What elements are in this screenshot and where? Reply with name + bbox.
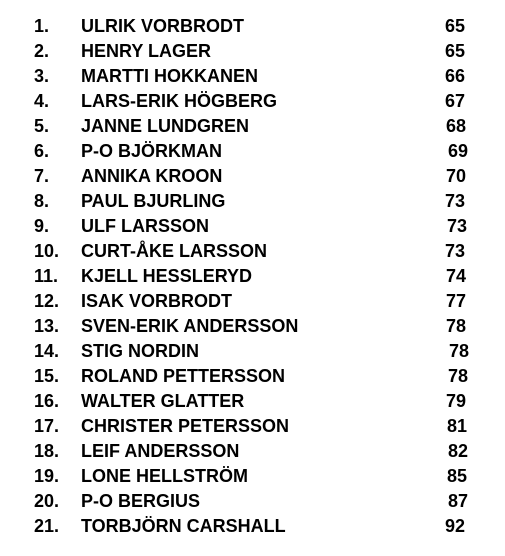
result-row — [0, 189, 505, 214]
score: 65 — [444, 41, 465, 61]
rank: 13. — [34, 316, 60, 336]
result-row — [0, 214, 505, 239]
result-row — [0, 439, 505, 464]
rank: 2. — [34, 41, 50, 61]
rank: 16. — [34, 391, 60, 411]
player-name: CURT-ÅKE LARSSON — [81, 241, 268, 261]
result-row — [0, 89, 505, 114]
result-row — [0, 314, 505, 339]
player-name: MARTTI HOKKANEN — [81, 66, 258, 86]
result-row — [0, 239, 505, 264]
score: 81 — [446, 416, 467, 436]
result-row — [0, 364, 505, 389]
rank: 4. — [34, 91, 50, 111]
rank: 9. — [34, 216, 50, 236]
score: 73 — [446, 216, 467, 236]
score: 68 — [445, 116, 466, 136]
player-name: TORBJÖRN CARSHALL — [81, 516, 286, 536]
player-name: P-O BJÖRKMAN — [81, 141, 223, 161]
score: 78 — [448, 341, 469, 361]
rank: 5. — [34, 116, 50, 136]
rank: 18. — [34, 441, 60, 461]
score: 85 — [446, 466, 467, 486]
player-name: SVEN-ERIK ANDERSSON — [81, 316, 299, 336]
result-row — [0, 64, 505, 89]
rank: 21. — [34, 516, 60, 536]
score: 77 — [445, 291, 466, 311]
score: 78 — [445, 316, 466, 336]
player-name: LARS-ERIK HÖGBERG — [81, 91, 278, 111]
score: 65 — [444, 16, 465, 36]
score: 74 — [445, 266, 466, 286]
player-name: ISAK VORBRODT — [81, 291, 233, 311]
result-row — [0, 339, 505, 364]
rank: 6. — [34, 141, 50, 161]
score: 73 — [444, 241, 465, 261]
result-row — [0, 164, 505, 189]
results-list — [0, 14, 505, 539]
result-row — [0, 414, 505, 439]
player-name: HENRY LAGER — [81, 41, 212, 61]
rank: 20. — [34, 491, 60, 511]
score: 73 — [444, 191, 465, 211]
score: 70 — [445, 166, 466, 186]
result-row — [0, 14, 505, 39]
player-name: PAUL BJURLING — [81, 191, 226, 211]
score: 78 — [447, 366, 468, 386]
rank: 12. — [34, 291, 60, 311]
player-name: CHRISTER PETERSSON — [81, 416, 290, 436]
player-name: ROLAND PETTERSSON — [81, 366, 286, 386]
result-row — [0, 139, 505, 164]
result-row — [0, 39, 505, 64]
player-name: WALTER GLATTER — [81, 391, 245, 411]
rank: 7. — [34, 166, 50, 186]
result-row — [0, 514, 505, 539]
player-name: LEIF ANDERSSON — [81, 441, 240, 461]
player-name: ANNIKA KROON — [81, 166, 223, 186]
rank: 14. — [34, 341, 60, 361]
rank: 11. — [34, 266, 59, 286]
score: 67 — [444, 91, 465, 111]
player-name: ULF LARSSON — [81, 216, 209, 236]
score: 87 — [447, 491, 468, 511]
player-name: LONE HELLSTRÖM — [81, 466, 248, 486]
player-name: KJELL HESSLERYD — [81, 266, 253, 286]
score: 82 — [447, 441, 468, 461]
result-row — [0, 114, 505, 139]
result-row — [0, 264, 505, 289]
rank: 17. — [34, 416, 60, 436]
result-row — [0, 489, 505, 514]
score: 66 — [444, 66, 465, 86]
score: 79 — [445, 391, 466, 411]
rank: 3. — [34, 66, 50, 86]
rank: 1. — [34, 16, 50, 36]
result-row — [0, 464, 505, 489]
player-name: P-O BERGIUS — [81, 491, 201, 511]
rank: 19. — [34, 466, 60, 486]
player-name: STIG NORDIN — [81, 341, 200, 361]
rank: 15. — [34, 366, 60, 386]
rank: 10. — [34, 241, 60, 261]
score: 69 — [447, 141, 468, 161]
player-name: JANNE LUNDGREN — [81, 116, 250, 136]
player-name: ULRIK VORBRODT — [81, 16, 244, 36]
score: 92 — [444, 516, 465, 536]
rank: 8. — [34, 191, 50, 211]
result-row — [0, 289, 505, 314]
result-row — [0, 389, 505, 414]
